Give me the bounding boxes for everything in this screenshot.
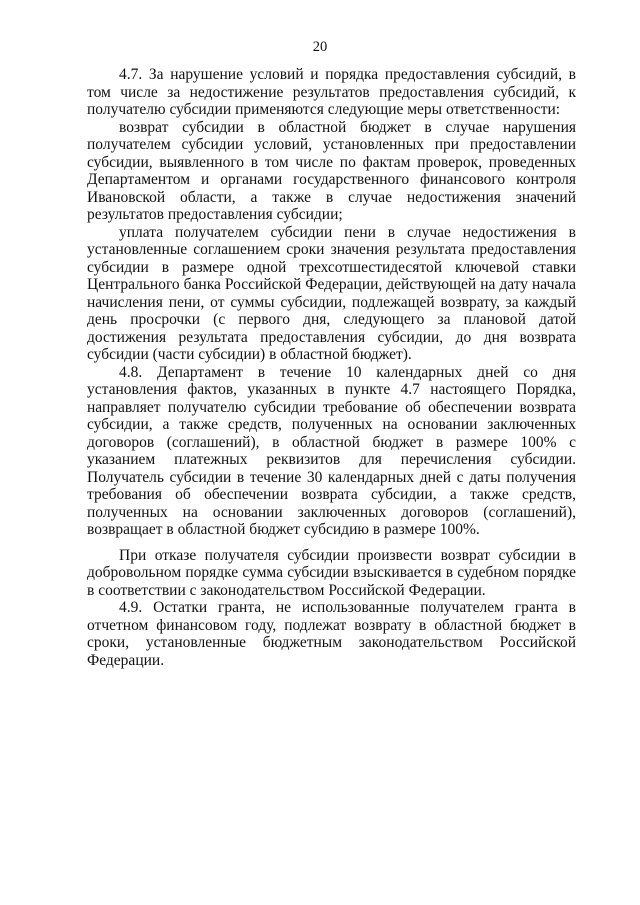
paragraph-subsidy-return: возврат субсидии в областной бюджет в случае нарушения получателем субсидии условий, установленных при предоставлении субсидии, выявленного в том числе по фактам проверок, проведенных Департаментом и органами государственного финансового контроля Ивановской области, а также в случае недостижения значений результатов предоставления субсидии;: [87, 118, 576, 223]
paragraph-penalty-payment: уплата получателем субсидии пени в случае недостижения в установленные соглашением сроки значения результата предоставления субсидии в размере одной трехсотшестидесятой ключевой ставки Центрального банка Российской Федерации, действующей на дату начала начисления пени, от суммы субсидии, подлежащей возврату, за каждый день просрочки (с первого дня, следующего за плановой датой достижения результата предоставления субсидии, до дня возврата субсидии (части субсидии) в областной бюджет).: [87, 223, 576, 363]
paragraph-4-8: 4.8. Департамент в течение 10 календарных дней со дня установления фактов, указанных в пункте 4.7 настоящего Порядка, направляет получателю субсидии требование об обеспечении возврата субсидии, а также средств, полученных на основании заключенных договоров (соглашений), в областной бюджет в размере 100% с указанием платежных реквизитов для перечисления субсидии. Получатель субсидии в течение 30 календарных дней с даты получения требования об обеспечении возврата субсидии, а также средств, полученных на основании заключенных договоров (соглашений), возвращает в областной бюджет субсидию в размере 100%.: [87, 363, 576, 538]
page-number: 20: [312, 39, 328, 55]
paragraph-4-9: 4.9. Остатки гранта, не использованные получателем гранта в отчетном финансовом году, подлежат возврату в областной бюджет в сроки, установленные бюджетным законодательством Российской Федерации.: [87, 599, 576, 669]
paragraph-4-7: 4.7. За нарушение условий и порядка предоставления субсидий, в том числе за недостижение результатов предоставления субсидий, к получателю субсидии применяются следующие меры ответственности:: [87, 66, 576, 118]
paragraph-refusal: При отказе получателя субсидии произвести возврат субсидии в добровольном порядке сумма субсидии взыскивается в судебном порядке в соответствии с законодательством Российской Федерации.: [87, 546, 576, 599]
document-body: [87, 66, 576, 669]
